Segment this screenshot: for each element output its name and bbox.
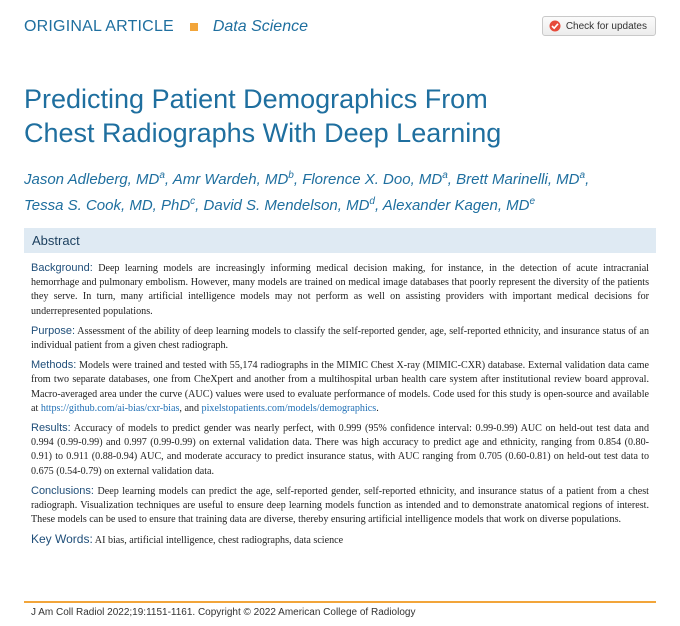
author[interactable]: Jason Adleberg, $MD^a$ [24, 170, 165, 188]
author[interactable]: Amr Wardeh, $MD^b$ [172, 170, 294, 188]
abstract-heading: Abstract [32, 233, 80, 248]
abstract-heading-band [24, 228, 656, 253]
background-text: Deep learning models are increasingly informing medical decision making, for instance, in the detection of acute intracranial hemorrhage and pulmonary embolism. However, many models are trained on medical image databases that poorly represent the diversity of the patients they serve. In turn, many artificial intelligence models may not perform as well on assisting providers with important medical decisions for underrepresented populations. [31, 263, 649, 317]
abstract-methods [31, 358, 649, 416]
author-list: Jason Adleberg, $MD^a$, Amr Wardeh, $MD^b$, Florence X. Doo, $MD^a$, Brett Marinelli, $MD^a$, Tessa S. Cook, MD, PhD$^c$, David S. Mendelson, $MD^d$, Alexander Kagen, MDe [24, 170, 590, 214]
title-line-2: Chest Radiographs With Deep Learning [24, 118, 502, 148]
separator-square-icon [190, 23, 198, 31]
author[interactable]: Alexander Kagen, MDe [382, 196, 536, 214]
methods-end: . [376, 402, 379, 414]
abstract-conclusions [31, 484, 649, 528]
keywords-text: AI bias, artificial intelligence, chest radiographs, data science [94, 535, 344, 547]
github-link[interactable]: https://github.com/ai-bias/cxr-bias [40, 402, 180, 414]
author[interactable]: Tessa S. Cook, MD, PhD$^c$ [24, 196, 196, 214]
author[interactable]: Florence X. Doo, $MD^a$ [302, 170, 448, 188]
results-text: Accuracy of models to predict gender was nearly perfect, with 0.999 (95% confidence interval: 0.99-0.99) AUC on held-out test data and 0.994 (0.99-0.99) and 0.997 (0.99-0.99) on external validation data. There was high accuracy to predict age and ethnicity, ranging from 0.854 (0.80-0.91) to 0.911 (0.88-0.94) AUC, and moderate accuracy to predict insurance status, with AUC ranging from 0.705 (0.60-0.81) on held-out test data to 0.675 (0.54-0.79) on external validation data. [31, 423, 650, 477]
footer-divider [24, 601, 656, 603]
abstract-body [31, 261, 649, 554]
methods-and: , and [179, 402, 200, 414]
methods-label: Methods: [31, 359, 77, 372]
check-for-updates-button[interactable] [542, 16, 656, 36]
pixelstopatients-link[interactable]: pixelstopatients.com/models/demographics [201, 402, 377, 414]
purpose-text: Assessment of the ability of deep learning models to classify the self-reported gender, age, self-reported ethnicity, and insurance status of an individual patient from a given chest radiograph. [31, 325, 649, 352]
title-line-1: Predicting Patient Demographics From [24, 84, 488, 114]
methods-text: Models were trained and tested with 55,174 radiographs in the MIMIC Chest X-ray (MIMIC-CXR) database. External validation data came from two separate databases, one from CheXpert and another from a multihospital urban health care system after institutional review board approval. Macro-averaged area under the curve (AUC) values were used to evaluate performance of models. Code used for this study is open-source and available at [31, 360, 649, 414]
abstract-keywords [31, 532, 649, 548]
article-type: ORIGINAL ARTICLE [24, 18, 174, 35]
keywords-label: Key Words: [31, 532, 93, 547]
check-for-updates-label: Check for updates [565, 20, 647, 32]
abstract-results [31, 421, 649, 479]
results-label: Results: [31, 422, 71, 435]
conclusions-text: Deep learning models can predict the age, self-reported gender, self-reported ethnicity, and insurance status of a patient from a chest radiograph. Visualization techniques are useful to ensure deep learning models function as intended and to demonstrate anatomical regions of interest. These models can be used to ensure that training data are diverse, thereby ensuring artificial intelligence models that work on diverse populations. [31, 485, 649, 526]
conclusions-label: Conclusions: [31, 484, 94, 497]
footer-citation: J Am Coll Radiol 2022;19:1151-1161. Copyright © 2022 American College of Radiology [31, 607, 416, 618]
author[interactable]: Brett Marinelli, $MD^a$ [456, 170, 586, 188]
purpose-label: Purpose: [31, 324, 76, 337]
author[interactable]: David S. Mendelson, $MD^d$ [203, 196, 375, 214]
background-label: Background: [31, 262, 93, 274]
abstract-background [31, 261, 649, 319]
section-name: Data Science [212, 18, 308, 35]
abstract-purpose [31, 324, 649, 353]
article-title [24, 82, 654, 150]
article-header [24, 18, 656, 42]
crossmark-icon [549, 20, 561, 32]
